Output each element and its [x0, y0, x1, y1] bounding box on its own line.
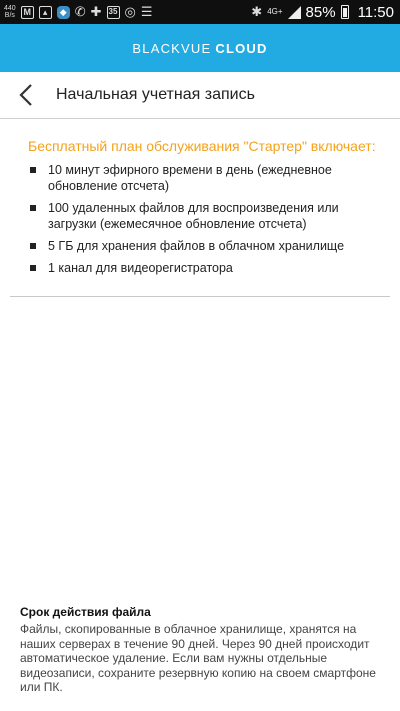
- network-type: 4G+: [267, 7, 283, 16]
- plan-feature-item: 1 канал для видеорегистратора: [28, 260, 378, 276]
- plan-heading: Бесплатный план обслуживания "Стартер" включает:: [28, 138, 376, 154]
- battery-percent: 85%: [305, 3, 336, 21]
- network-speed: [4, 5, 16, 19]
- gmail-icon: M: [21, 6, 34, 19]
- section-divider: [10, 296, 390, 297]
- image-icon: ▴: [39, 6, 52, 19]
- signal-icon: [288, 6, 301, 19]
- file-expiry-section: [20, 605, 384, 695]
- brand-name: BLACKVUE: [132, 40, 212, 56]
- app-bar: [0, 24, 400, 72]
- status-bar: [0, 0, 400, 24]
- badge-35-icon: 35: [107, 6, 120, 19]
- back-button[interactable]: [4, 72, 48, 118]
- battery-icon: [341, 5, 349, 19]
- plan-feature-item: 5 ГБ для хранения файлов в облачном хранилище: [28, 238, 378, 254]
- refresh-icon: ◎: [124, 4, 136, 19]
- network-speed-unit: B/s: [4, 12, 15, 19]
- network-speed-value: 440: [4, 5, 16, 12]
- file-expiry-text: Файлы, скопированные в облачное хранилище, хранятся на наших серверах в течение 90 дней. Через 90 дней происходит автоматическое удаление. Если вам нужны отдельные видеозаписи, сохраните резервную копию на своем смартфоне или ПК.: [20, 622, 376, 694]
- plan-feature-item: 100 удаленных файлов для воспроизведения или загрузки (ежемесячное обновление отсчета): [28, 200, 378, 232]
- clock: 11:50: [357, 3, 394, 21]
- phone-icon: ✆: [74, 4, 86, 19]
- plus-icon: ✚: [90, 4, 102, 19]
- brand-cloud: CLOUD: [215, 40, 268, 56]
- status-bar-right: [251, 4, 394, 21]
- page-title: Начальная учетная запись: [56, 86, 255, 103]
- plan-feature-item: 10 минут эфирного времени в день (ежедневное обновление отсчета): [28, 162, 378, 194]
- wifi-icon: ☰: [140, 4, 153, 19]
- file-expiry-title: Срок действия файла: [20, 605, 151, 619]
- chevron-left-icon: [18, 83, 34, 107]
- status-bar-left: [4, 5, 153, 19]
- plan-section: [28, 138, 378, 286]
- shield-icon: ◆: [57, 6, 70, 19]
- page-header: [0, 72, 400, 119]
- plan-features-list: [28, 162, 378, 276]
- bluetooth-icon: ✱: [251, 4, 263, 19]
